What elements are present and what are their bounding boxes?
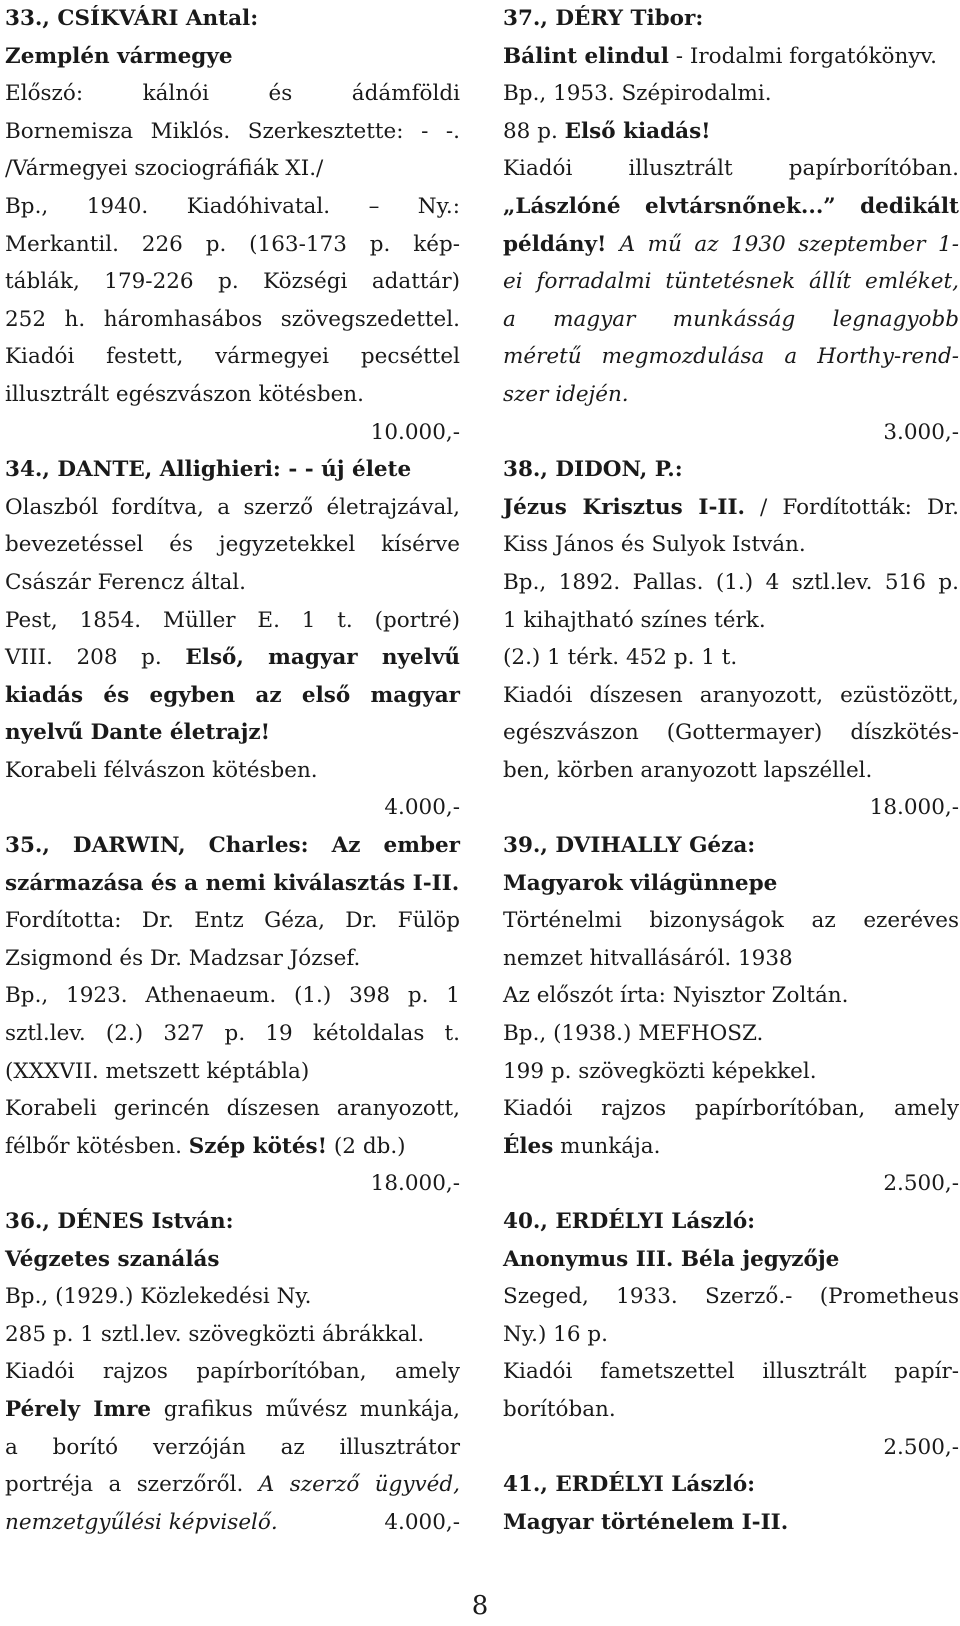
entry-line xyxy=(5,1466,460,1504)
text-run: (2 db.) xyxy=(327,1133,406,1159)
entry-33 xyxy=(5,0,460,451)
entry-line: 252 h. háromhasábos szövegszedettel. xyxy=(5,306,460,332)
entry-40 xyxy=(503,1203,959,1466)
entry-line: 199 p. szövegközti képekkel. xyxy=(503,1058,817,1084)
text-run: 88 p. xyxy=(503,118,565,144)
entry-line: (XXXVII. metszett képtábla) xyxy=(5,1058,310,1084)
entry-heading: 35., DARWIN, Charles: Az ember xyxy=(5,833,460,859)
entry-title: Anonymus III. Béla jegyzője xyxy=(503,1246,840,1272)
entry-line xyxy=(5,1504,460,1542)
entry-line xyxy=(5,639,460,677)
entry-heading: 33., CSÍKVÁRI Antal: xyxy=(5,6,259,31)
left-column xyxy=(5,0,460,1541)
entry-line: Bornemisza Miklós. Szerkesztette: - -. xyxy=(5,118,460,144)
entry-line xyxy=(5,1128,460,1166)
entry-line: Szeged, 1933. Szerző.- (Prometheus xyxy=(503,1284,959,1310)
entry-line: ei forradalmi tüntetésnek állít emléket, xyxy=(503,269,959,295)
entry-line: a magyar munkásság legnagyobb xyxy=(503,306,959,332)
entry-title: Végzetes szanálás xyxy=(5,1246,220,1272)
price: 18.000,- xyxy=(370,1171,460,1197)
entry-line: a borító verzóján az illusztrátor xyxy=(5,1434,460,1460)
page-number: 8 xyxy=(471,1591,489,1621)
entry-39 xyxy=(503,827,959,1203)
entry-line: bevezetéssel és jegyzetekkel kísérve xyxy=(5,532,460,558)
entry-heading: 39., DVIHALLY Géza: xyxy=(503,833,756,859)
emphasis-text: példány! xyxy=(503,231,620,257)
entry-line: Kiadói fametszettel illusztrált papír- xyxy=(503,1359,959,1385)
emphasis-text: Első, magyar nyelvű xyxy=(185,645,461,671)
entry-line: Császár Ferencz által. xyxy=(5,569,246,595)
entry-line: Korabeli gerincén díszesen aranyozott, xyxy=(5,1096,460,1122)
entry-36 xyxy=(5,1203,460,1541)
entry-35 xyxy=(5,827,460,1203)
italic-text: A mű az 1930 szeptember 1- xyxy=(619,231,959,257)
entry-line: Történelmi bizonyságok az ezeréves xyxy=(503,908,959,934)
entry-line xyxy=(503,226,959,264)
entry-34 xyxy=(5,451,460,827)
entry-line: Merkantil. 226 p. (163-173 p. kép- xyxy=(5,231,460,257)
entry-line xyxy=(503,113,959,151)
entry-line: Kiss János és Sulyok István. xyxy=(503,532,806,558)
entry-line: Fordította: Dr. Entz Géza, Dr. Fülöp xyxy=(5,908,460,934)
entry-line: Korabeli félvászon kötésben. xyxy=(5,757,318,783)
price: 4.000,- xyxy=(384,1509,460,1535)
entry-line: Kiadói rajzos papírborítóban, amely xyxy=(503,1096,959,1122)
entry-line: Pest, 1854. Müller E. 1 t. (portré) xyxy=(5,607,460,633)
entry-title: Magyar történelem I-II. xyxy=(503,1509,789,1535)
price: 18.000,- xyxy=(869,795,959,821)
text-run: grafikus művész munkája, xyxy=(151,1396,460,1422)
text-run: félbőr kötésben. xyxy=(5,1133,189,1159)
entry-line: Kiadói díszesen aranyozott, ezüstözött, xyxy=(503,682,959,708)
emphasis-text: Éles xyxy=(503,1133,554,1159)
entry-line: egészvászon (Gottermayer) díszkötés- xyxy=(503,720,959,746)
text-run: / Fordították: Dr. xyxy=(744,494,959,520)
price: 3.000,- xyxy=(883,419,959,445)
entry-line xyxy=(5,1391,460,1429)
entry-line: /Vármegyei szociográfiák XI./ xyxy=(5,156,324,182)
entry-line: Kiadói festett, vármegyei pecséttel xyxy=(5,344,460,370)
entry-line: Bp., (1938.) MEFHOSZ. xyxy=(503,1021,764,1047)
entry-title xyxy=(503,38,959,76)
entry-line: szer idején. xyxy=(503,381,629,407)
entry-line: Zsigmond és Dr. Madzsar József. xyxy=(5,945,361,971)
entry-heading: származása és a nemi kiválasztás I-II. xyxy=(5,870,460,896)
entry-line: sztl.lev. (2.) 327 p. 19 kétoldalas t. xyxy=(5,1021,460,1047)
text-run: portréja a szerzőről. xyxy=(5,1472,259,1498)
text-run: - Irodalmi forgatókönyv. xyxy=(668,43,937,69)
emphasis-text: Bálint elindul xyxy=(503,43,669,69)
entry-41 xyxy=(503,1466,959,1541)
entry-line: 1 kihajtható színes térk. xyxy=(503,607,766,633)
entry-title xyxy=(503,489,959,527)
entry-heading: 41., ERDÉLYI László: xyxy=(503,1472,756,1498)
entry-line: Előszó: kálnói és ádámföldi xyxy=(5,81,460,107)
entry-heading: 36., DÉNES István: xyxy=(5,1209,234,1234)
entry-line: illusztrált egészvászon kötésben. xyxy=(5,381,364,407)
entry-line: Bp., 1953. Szépirodalmi. xyxy=(503,81,772,107)
entry-line: Az előszót írta: Nyisztor Zoltán. xyxy=(503,983,849,1009)
entry-line: Bp., 1892. Pallas. (1.) 4 sztl.lev. 516 p. xyxy=(503,569,959,595)
entry-37 xyxy=(503,0,959,451)
right-column xyxy=(503,0,959,1541)
emphasis-text: Pérely Imre xyxy=(5,1396,152,1422)
entry-line: borítóban. xyxy=(503,1396,616,1422)
entry-heading: 40., ERDÉLYI László: xyxy=(503,1209,756,1234)
italic-text: nemzetgyűlési képviselő. xyxy=(5,1509,278,1535)
emphasis-text: Első kiadás! xyxy=(564,118,711,144)
entry-line xyxy=(503,1128,959,1166)
entry-heading: 37., DÉRY Tibor: xyxy=(503,6,704,31)
entry-title: Zemplén vármegye xyxy=(5,43,233,69)
italic-text: A szerző ügyvéd, xyxy=(258,1472,460,1498)
price: 10.000,- xyxy=(370,419,460,445)
entry-heading: 38., DIDON, P.: xyxy=(503,457,683,483)
entry-line: Kiadói illusztrált papírborítóban. xyxy=(503,156,959,182)
entry-line: Bp., (1929.) Közlekedési Ny. xyxy=(5,1284,312,1310)
entry-line: Bp., 1923. Athenaeum. (1.) 398 p. 1 xyxy=(5,983,460,1009)
price: 2.500,- xyxy=(883,1171,959,1197)
entry-line: méretű megmozdulása a Horthy-rend- xyxy=(503,344,959,370)
entry-line: Bp., 1940. Kiadóhivatal. – Ny.: xyxy=(5,193,460,219)
entry-line: nyelvű Dante életrajz! xyxy=(5,720,271,746)
entry-line: nemzet hitvallásáról. 1938 xyxy=(503,945,793,971)
price: 4.000,- xyxy=(384,795,460,821)
entry-title: Magyarok világünnepe xyxy=(503,870,778,896)
emphasis-text: Jézus Krisztus I-II. xyxy=(503,494,745,520)
entry-line: kiadás és egyben az első magyar xyxy=(5,682,460,708)
entry-line: Ny.) 16 p. xyxy=(503,1321,608,1347)
entry-38 xyxy=(503,451,959,827)
entry-line: „Lászlóné elvtársnőnek...” dedikált xyxy=(503,193,959,219)
price: 2.500,- xyxy=(883,1434,959,1460)
entry-line: ben, körben aranyozott lapszéllel. xyxy=(503,757,873,783)
text-run: VIII. 208 p. xyxy=(5,645,186,671)
entry-heading: 34., DANTE, Allighieri: - - új élete xyxy=(5,457,412,483)
entry-line: Olaszból fordítva, a szerző életrajzával, xyxy=(5,494,460,520)
entry-line: Kiadói rajzos papírborítóban, amely xyxy=(5,1359,460,1385)
entry-line: (2.) 1 térk. 452 p. 1 t. xyxy=(503,645,738,671)
entry-line: táblák, 179-226 p. Községi adattár) xyxy=(5,269,460,295)
entry-line: 285 p. 1 sztl.lev. szövegközti ábrákkal. xyxy=(5,1321,425,1347)
text-run: munkája. xyxy=(553,1133,661,1159)
emphasis-text: Szép kötés! xyxy=(188,1133,328,1159)
